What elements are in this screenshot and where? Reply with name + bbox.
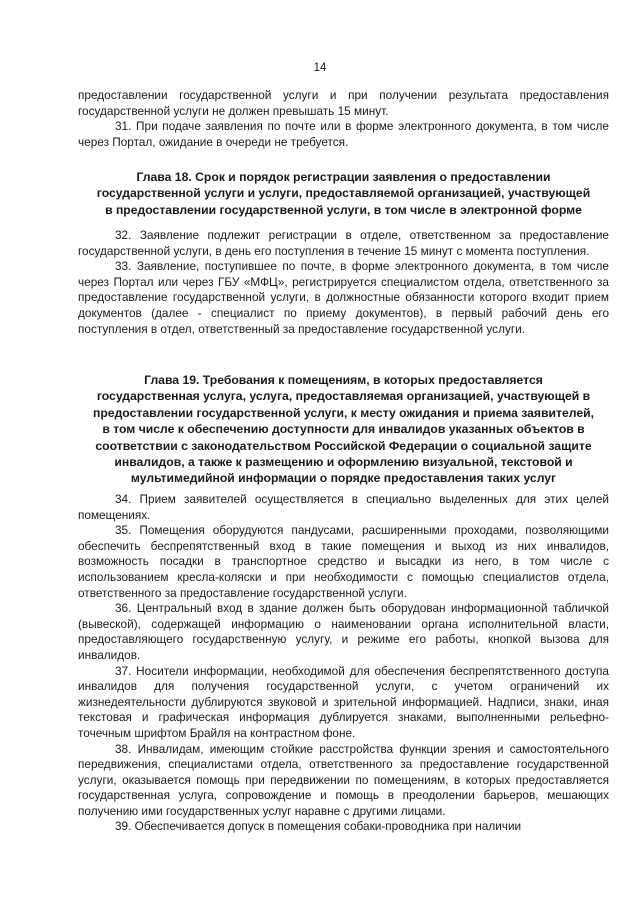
chapter-19-heading-line: соответствии с законодательством Российской Федерации о социальной защите xyxy=(95,438,592,453)
chapter-18-heading-line: государственной услуги и услуги, предоставляемой организацией, участвующей xyxy=(96,186,591,201)
paragraph-35: 35. Помещения оборудуются пандусами, расширенными проходами, позволяющими обеспечить беспрепятственный вход в такие помещения и выход из них инвалидов, возможность посадки в транспортное средство и высадки из него, в том числе с использованием кресла-коляски и при необходимости с помощью специалистов отдела, ответственного за предоставление государственной услуги. xyxy=(78,523,609,600)
chapter-19-heading-line: предоставлении государственной услуги, к месту ожидания и приема заявителей, xyxy=(92,405,594,420)
text-block-intro xyxy=(78,88,609,150)
chapter-18-heading-line: Глава 18. Срок и порядок регистрации заявления о предоставлении xyxy=(136,170,551,184)
paragraph-39: 39. Обеспечивается допуск в помещения собаки-проводника при наличии xyxy=(115,819,522,834)
paragraph-33: 33. Заявление, поступившее по почте, в форме электронного документа, в том числе через Портал или через ГБУ «МФЦ», регистрируется специалистом отдела, ответственного за предоставление государственной услуги, в должностные обязанности которого входит прием документов (далее - специалист по приему документов), в первый рабочий день его поступления в отдел, ответственный за предоставление государственной услуги. xyxy=(78,259,609,336)
paragraph-37: 37. Носители информации, необходимой для обеспечения беспрепятственного доступа инвалидов для получения государственной услуги, с учетом ограничений их жизнедеятельности дублируются звуковой и зрительной информацией. Надписи, знаки, иная текстовая и графическая информация дублируется знаками, выполненными рельефно-точечным шрифтом Брайля на контрастном фоне. xyxy=(78,663,609,740)
chapter-19-heading xyxy=(78,372,609,487)
chapter-18-heading-line: в предоставлении государственной услуги, в том числе в электронной форме xyxy=(105,202,582,217)
chapter-19-heading-line: Глава 19. Требования к помещениям, в которых предоставляется xyxy=(144,373,543,387)
chapter-19-heading-line: инвалидов, а также к размещению и оформлению визуальной, текстовой и xyxy=(114,455,573,470)
text-block-chapter-18 xyxy=(78,228,609,337)
chapter-19-heading-line: в том числе к обеспечению доступности для инвалидов указанных объектов в xyxy=(102,422,585,437)
paragraph-38: 38. Инвалидам, имеющим стойкие расстройства функции зрения и самостоятельного передвижения, специалистами отдела, ответственного за предоставление государственной услуги, оказывается помощь при передвижении по помещениям, в которых предоставляется государственная услуга, сопровождение и помощь в преодолении барьеров, мешающих получению ими государственных услуг наравне с другими лицами. xyxy=(78,741,609,818)
paragraph-32: 32. Заявление подлежит регистрации в отделе, ответственном за предоставление государственной услуги, в день его поступления в течение 15 минут с момента поступления. xyxy=(78,228,609,258)
page-number: 14 xyxy=(313,62,327,74)
paragraph-36: 36. Центральный вход в здание должен быть оборудован информационной табличкой (вывеской), содержащей информацию о наименовании органа исполнительной власти, предоставляющего государственную услугу, и режиме его работы, кнопкой вызова для инвалидов. xyxy=(78,601,609,662)
text-block-chapter-19 xyxy=(78,492,609,835)
chapter-19-heading-line: государственная услуга, услуга, предоставляемая организацией, участвующей в xyxy=(96,389,591,404)
paragraph-continuation: предоставлении государственной услуги и при получении результата предоставления государственной услуги не должен превышать 15 минут. xyxy=(78,88,609,118)
chapter-19-heading-line: мультимедийной информации о порядке предоставления таких услуг xyxy=(130,471,557,486)
paragraph-31: 31. При подаче заявления по почте или в форме электронного документа, в том числе через Портал, ожидание в очереди не требуется. xyxy=(78,119,609,149)
chapter-18-heading xyxy=(78,169,609,218)
paragraph-34: 34. Прием заявителей осуществляется в специально выделенных для этих целей помещениях. xyxy=(78,492,609,522)
